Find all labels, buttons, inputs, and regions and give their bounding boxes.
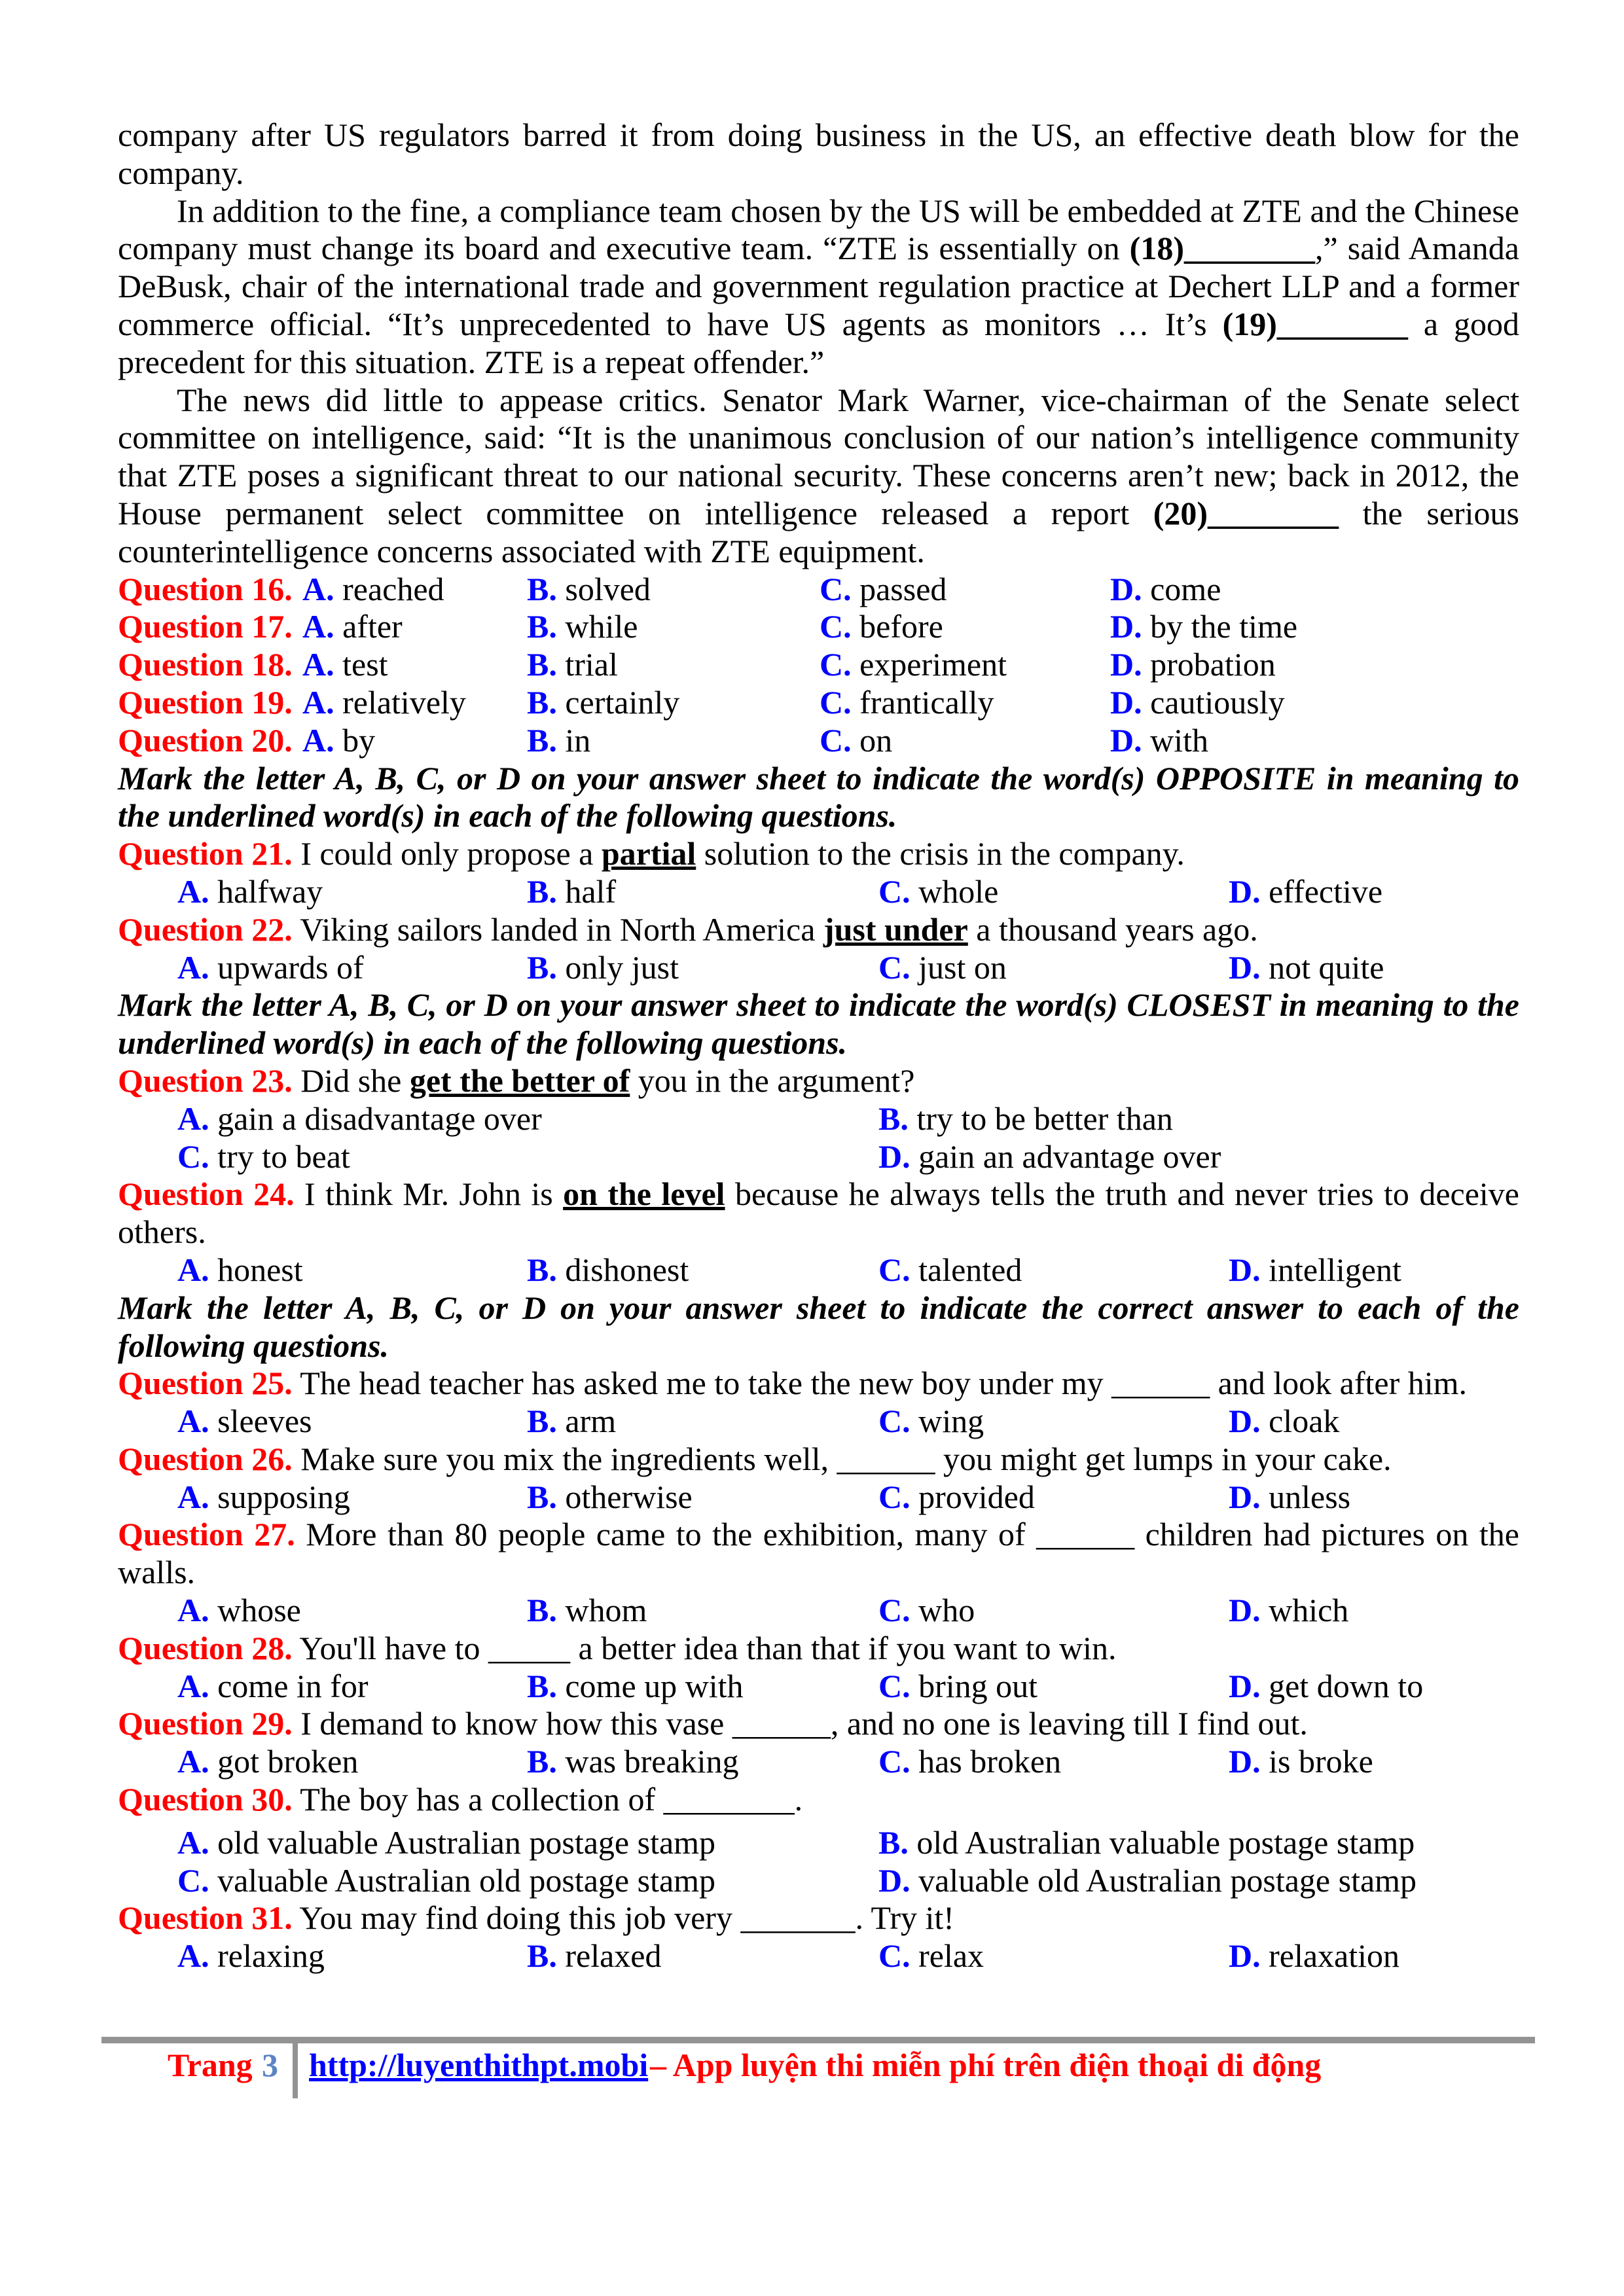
question-number: Question 31.: [118, 1899, 293, 1937]
stem-text: I demand to know how this vase ______, and no one is leaving till I find out.: [292, 1705, 1308, 1742]
blank: ________: [1183, 230, 1315, 267]
option-d: [1229, 1251, 1401, 1289]
option-text: not quite: [1269, 948, 1384, 986]
option-a: [177, 1100, 542, 1138]
passage-paragraph: [118, 192, 1519, 382]
option-letter: D.: [878, 1861, 911, 1899]
option-b: [527, 949, 679, 987]
option-letter: B.: [527, 1478, 557, 1515]
option-b: [527, 1251, 689, 1289]
question-number: Question 23.: [118, 1062, 293, 1099]
option-b: [527, 646, 618, 684]
option-letter: B.: [527, 1937, 557, 1975]
stem-text: The head teacher has asked me to take the new boy under my ______ and look after him.: [292, 1365, 1468, 1402]
option-text: relax: [918, 1937, 984, 1975]
option-a: [302, 684, 466, 722]
option-text: gain an advantage over: [918, 1138, 1221, 1175]
option-letter: A.: [302, 570, 334, 607]
option-letter: C.: [820, 721, 852, 759]
question-number: Question 24.: [118, 1175, 295, 1213]
option-text: has broken: [918, 1743, 1062, 1780]
option-letter: C.: [878, 1403, 911, 1440]
stem-text: Did she: [292, 1062, 410, 1099]
instruction: Mark the letter A, B, C, or D on your answer sheet to indicate the word(s) OPPOSITE in meaning to the underlined word(s) in each of the following questions.: [118, 759, 1519, 834]
question-number: Question 19.: [118, 683, 293, 721]
cloze-question-row: [118, 646, 1519, 684]
option-text: experiment: [859, 646, 1007, 683]
option-text: bring out: [918, 1667, 1038, 1704]
option-a: [302, 608, 403, 646]
option-text: relatively: [342, 683, 466, 721]
option-letter: A.: [177, 1403, 209, 1440]
option-text: otherwise: [565, 1478, 693, 1515]
option-letter: D.: [1229, 1743, 1261, 1780]
option-text: cautiously: [1150, 683, 1285, 721]
option-text: valuable old Australian postage stamp: [918, 1861, 1417, 1899]
option-letter: D.: [1229, 1667, 1261, 1704]
option-letter: A.: [177, 1251, 209, 1288]
option-letter: B.: [527, 872, 557, 910]
stem-text: Viking sailors landed in North America: [292, 910, 823, 948]
option-a: [177, 1251, 303, 1289]
option-text: come up with: [565, 1667, 744, 1704]
stem-text: More than 80 people came to the exhibition, many of ______ children had pictures on the walls.: [118, 1516, 1519, 1591]
option-letter: B.: [527, 1592, 557, 1629]
option-letter: D.: [1110, 570, 1142, 607]
option-letter: A.: [177, 1937, 209, 1975]
option-c: [820, 646, 1007, 684]
option-letter: C.: [878, 1743, 911, 1780]
option-c: [878, 1668, 1038, 1706]
question-stem: [118, 1441, 1519, 1479]
option-text: by the time: [1150, 608, 1298, 645]
option-letter: A.: [177, 872, 209, 910]
option-letter: C.: [878, 1667, 911, 1704]
option-text: half: [565, 872, 617, 910]
option-letter: B.: [527, 1403, 557, 1440]
option-text: halfway: [217, 872, 323, 910]
option-letter: B.: [878, 1823, 909, 1861]
option-text: probation: [1150, 646, 1276, 683]
option-letter: B.: [527, 683, 557, 721]
text: a good precedent for this situation. ZTE is a repeat offender.”: [118, 305, 1519, 380]
option-letter: C.: [878, 948, 911, 986]
option-text: while: [565, 608, 638, 645]
options-row: [118, 1937, 1519, 1975]
option-text: talented: [918, 1251, 1022, 1288]
options-row: [118, 949, 1519, 987]
question-stem: [118, 1365, 1519, 1403]
option-text: cloak: [1269, 1403, 1340, 1440]
option-b: [527, 1479, 693, 1516]
option-letter: D.: [1110, 683, 1142, 721]
option-d: [1229, 873, 1382, 911]
passage-paragraph: company after US regulators barred it from doing business in the US, an effective death blow for the company.: [118, 117, 1519, 191]
option-letter: C.: [820, 570, 852, 607]
option-c: [878, 873, 998, 911]
question-number: Question 27.: [118, 1516, 295, 1553]
stem-text: The boy has a collection of ________.: [292, 1781, 803, 1818]
question-number: Question 22.: [118, 910, 293, 948]
option-letter: B.: [527, 608, 557, 645]
stem-text: because he always tells the truth and never tries to deceive others.: [118, 1175, 1519, 1251]
stem-text: a thousand years ago.: [967, 910, 1258, 948]
option-letter: A.: [302, 721, 334, 759]
stem-text: I could only propose a: [292, 835, 602, 872]
option-letter: C.: [878, 1592, 911, 1629]
options-row: [118, 1862, 1519, 1900]
option-b: [527, 722, 590, 760]
option-c: [878, 1592, 975, 1630]
option-letter: D.: [1229, 1937, 1261, 1975]
option-letter: B.: [527, 1743, 557, 1780]
option-a: [302, 722, 375, 760]
options-row: [118, 1138, 1519, 1176]
option-letter: D.: [1229, 1592, 1261, 1629]
option-text: frantically: [859, 683, 994, 721]
option-d: [1110, 608, 1297, 646]
question-stem: [118, 911, 1519, 949]
cloze-question-row: [118, 608, 1519, 646]
option-a: [177, 873, 323, 911]
option-letter: D.: [1229, 872, 1261, 910]
question-number: Question 16.: [118, 570, 293, 607]
option-text: supposing: [217, 1478, 350, 1515]
option-letter: A.: [177, 1592, 209, 1629]
instruction: Mark the letter A, B, C, or D on your answer sheet to indicate the correct answer to each of the following questions.: [118, 1289, 1519, 1364]
option-letter: C.: [878, 872, 911, 910]
option-d: [1229, 949, 1384, 987]
option-text: by: [342, 721, 376, 759]
option-c: [878, 1403, 984, 1441]
option-letter: C.: [878, 1937, 911, 1975]
question-stem: [118, 1516, 1519, 1592]
option-letter: B.: [527, 721, 557, 759]
option-text: whole: [918, 872, 999, 910]
options-row: [118, 1100, 1519, 1138]
blank: ________: [1208, 494, 1339, 531]
passage-paragraph: [118, 382, 1519, 571]
option-c: [878, 1479, 1035, 1516]
option-letter: B.: [527, 570, 557, 607]
option-b: [527, 571, 651, 609]
stem-text: I think Mr. John is: [294, 1175, 564, 1213]
option-text: come: [1150, 570, 1221, 607]
option-b: [527, 1743, 739, 1781]
question-stem: [118, 1899, 1519, 1937]
page-label: Trang: [168, 2047, 253, 2083]
option-letter: C.: [177, 1861, 209, 1899]
option-text: old valuable Australian postage stamp: [217, 1823, 716, 1861]
option-text: wing: [918, 1403, 984, 1440]
option-d: [1229, 1668, 1423, 1706]
option-a: [302, 646, 388, 684]
option-text: effective: [1269, 872, 1383, 910]
option-letter: C.: [820, 608, 852, 645]
option-a: [177, 1937, 325, 1975]
text: the serious counterintelligence concerns associated with ZTE equipment.: [118, 494, 1520, 569]
option-d: [1110, 722, 1208, 760]
option-text: reached: [342, 570, 444, 607]
options-row: [118, 1479, 1519, 1516]
footer-divider: [293, 2043, 298, 2098]
option-text: just on: [918, 948, 1007, 986]
option-letter: A.: [177, 1823, 209, 1861]
option-text: come in for: [217, 1667, 369, 1704]
question-number: Question 29.: [118, 1705, 293, 1742]
underlined-phrase: on the level: [563, 1175, 725, 1213]
option-c: [878, 1251, 1022, 1289]
question-number: Question 25.: [118, 1365, 293, 1402]
cloze-question-row: [118, 684, 1519, 722]
question-stem: [118, 1175, 1519, 1251]
option-letter: A.: [177, 1100, 209, 1137]
option-letter: A.: [177, 948, 209, 986]
option-c: [878, 1743, 1061, 1781]
option-letter: A.: [177, 1743, 209, 1780]
stem-text: you in the argument?: [630, 1062, 915, 1099]
option-letter: B.: [527, 1667, 557, 1704]
options-row: [118, 1251, 1519, 1289]
option-text: intelligent: [1269, 1251, 1401, 1288]
option-letter: C.: [820, 683, 852, 721]
option-letter: D.: [1229, 948, 1261, 986]
cloze-question-row: [118, 571, 1519, 609]
option-d: [1110, 646, 1276, 684]
website-link[interactable]: http://luyenthithpt.mobi: [309, 2047, 649, 2083]
option-c: [820, 722, 892, 760]
option-text: try to be better than: [916, 1100, 1173, 1137]
option-a: [177, 1743, 358, 1781]
option-letter: B.: [527, 1251, 557, 1288]
option-letter: D.: [1229, 1251, 1261, 1288]
option-d: [878, 1862, 1416, 1900]
option-text: whom: [565, 1592, 647, 1629]
blank-number: (20): [1153, 494, 1208, 531]
option-a: [302, 571, 444, 609]
question-number: Question 28.: [118, 1629, 293, 1666]
option-b: [527, 1668, 744, 1706]
option-letter: A.: [177, 1667, 209, 1704]
option-letter: B.: [527, 646, 557, 683]
option-a: [177, 1824, 715, 1862]
option-letter: D.: [1229, 1478, 1261, 1515]
option-text: in: [565, 721, 591, 759]
options-row: [118, 1668, 1519, 1706]
option-letter: A.: [302, 683, 334, 721]
option-b: [878, 1100, 1173, 1138]
option-letter: D.: [1110, 646, 1142, 683]
option-text: solved: [565, 570, 651, 607]
option-text: after: [342, 608, 403, 645]
option-text: relaxing: [217, 1937, 325, 1975]
option-c: [820, 571, 947, 609]
question-stem: [118, 835, 1519, 873]
option-c: [820, 608, 943, 646]
option-b: [527, 1403, 616, 1441]
option-text: old Australian valuable postage stamp: [916, 1823, 1415, 1861]
footer-tagline: – App luyện thi miễn phí trên điện thoại di động: [650, 2047, 1322, 2083]
option-c: [820, 684, 994, 722]
option-d: [1229, 1743, 1373, 1781]
page-number: 3: [262, 2047, 278, 2083]
option-text: was breaking: [565, 1743, 739, 1780]
option-text: upwards of: [217, 948, 364, 986]
option-text: try to beat: [217, 1138, 350, 1175]
option-a: [177, 1403, 312, 1441]
question-number: Question 26.: [118, 1440, 293, 1477]
text: ,” said Amanda DeBusk, chair of the international trade and government regulation practice at Dechert LLP and a former commerce official. “It’s unprecedented to have US agents as monitors … It’s: [118, 230, 1519, 342]
underlined-phrase: just under: [823, 910, 968, 948]
option-letter: B.: [527, 948, 557, 986]
option-text: relaxed: [565, 1937, 662, 1975]
question-number: Question 18.: [118, 646, 293, 683]
option-letter: A.: [177, 1478, 209, 1515]
question-stem: [118, 1781, 1519, 1819]
option-a: [177, 1668, 369, 1706]
option-text: is broke: [1269, 1743, 1373, 1780]
stem-text: Make sure you mix the ingredients well, ______ you might get lumps in your cake.: [292, 1440, 1392, 1477]
option-b: [878, 1824, 1415, 1862]
option-letter: A.: [302, 646, 334, 683]
options-row: [118, 1592, 1519, 1630]
option-letter: D.: [1229, 1403, 1261, 1440]
question-stem: [118, 1062, 1519, 1100]
option-text: valuable Australian old postage stamp: [217, 1861, 716, 1899]
option-letter: C.: [878, 1478, 911, 1515]
footer-rule: [101, 2037, 1535, 2043]
text: The news did little to appease critics. Senator Mark Warner, vice-chairman of the Senate select committee on intelligence, said: “It is the unanimous conclusion of our nation’s intelligence community that ZTE poses a significant threat to our national security. These concerns aren’t new; back in 2012, the House permanent select committee on intelligence released a report: [118, 381, 1519, 531]
stem-text: You may find doing this job very _______. Try it!: [292, 1899, 954, 1937]
option-b: [527, 873, 616, 911]
blank-number: (18): [1129, 230, 1184, 267]
underlined-phrase: get the better of: [409, 1062, 630, 1099]
option-text: before: [859, 608, 943, 645]
option-text: test: [342, 646, 388, 683]
option-c: [878, 1937, 984, 1975]
option-letter: D.: [1110, 608, 1142, 645]
option-text: unless: [1269, 1478, 1351, 1515]
option-d: [1229, 1937, 1399, 1975]
option-text: on: [859, 721, 893, 759]
option-text: which: [1269, 1592, 1349, 1629]
blank-number: (19): [1222, 305, 1277, 342]
blank: ________: [1276, 305, 1408, 342]
question-number: Question 20.: [118, 721, 293, 759]
option-text: whose: [217, 1592, 301, 1629]
option-c: [878, 949, 1007, 987]
option-c: [177, 1862, 715, 1900]
option-text: get down to: [1269, 1667, 1424, 1704]
option-b: [527, 1937, 661, 1975]
question-stem: [118, 1630, 1519, 1668]
question-stem: [118, 1705, 1519, 1743]
option-letter: C.: [820, 646, 852, 683]
option-b: [527, 1592, 647, 1630]
option-b: [527, 684, 679, 722]
option-d: [878, 1138, 1221, 1176]
text: In addition to the fine, a compliance team chosen by the US will be embedded at ZTE and the Chinese company must change its board and executive team. “ZTE is essentially on: [118, 192, 1519, 267]
option-d: [1110, 571, 1221, 609]
option-d: [1229, 1403, 1339, 1441]
options-row: [118, 1403, 1519, 1441]
instruction: Mark the letter A, B, C, or D on your answer sheet to indicate the word(s) CLOSEST in meaning to the underlined word(s) in each of the following questions.: [118, 986, 1519, 1062]
options-row: [118, 1824, 1519, 1862]
stem-text: solution to the crisis in the company.: [696, 835, 1185, 872]
option-a: [177, 1592, 301, 1630]
option-text: relaxation: [1269, 1937, 1400, 1975]
option-d: [1229, 1479, 1350, 1516]
cloze-question-row: [118, 722, 1519, 760]
option-text: provided: [918, 1478, 1035, 1515]
option-text: certainly: [565, 683, 680, 721]
options-row: [118, 873, 1519, 911]
option-letter: D.: [1110, 721, 1142, 759]
option-text: with: [1150, 721, 1209, 759]
option-text: passed: [859, 570, 947, 607]
option-text: honest: [217, 1251, 303, 1288]
option-text: gain a disadvantage over: [217, 1100, 542, 1137]
option-d: [1110, 684, 1285, 722]
option-d: [1229, 1592, 1348, 1630]
question-number: Question 21.: [118, 835, 293, 872]
option-text: got broken: [217, 1743, 359, 1780]
option-letter: B.: [878, 1100, 909, 1137]
option-c: [177, 1138, 350, 1176]
option-a: [177, 1479, 350, 1516]
option-text: trial: [565, 646, 618, 683]
question-number: Question 17.: [118, 608, 293, 645]
option-letter: C.: [878, 1251, 911, 1288]
stem-text: You'll have to _____ a better idea than that if you want to win.: [292, 1629, 1117, 1666]
option-a: [177, 949, 364, 987]
option-letter: D.: [878, 1138, 911, 1175]
options-row: [118, 1743, 1519, 1781]
underlined-phrase: partial: [601, 835, 696, 872]
option-text: arm: [565, 1403, 617, 1440]
page-content: [118, 117, 1519, 1975]
option-text: dishonest: [565, 1251, 689, 1288]
option-text: who: [918, 1592, 975, 1629]
option-text: sleeves: [217, 1403, 312, 1440]
option-b: [527, 608, 638, 646]
option-text: only just: [565, 948, 679, 986]
option-letter: C.: [177, 1138, 209, 1175]
question-number: Question 30.: [118, 1781, 293, 1818]
option-letter: A.: [302, 608, 334, 645]
spacer: [118, 1819, 1519, 1824]
